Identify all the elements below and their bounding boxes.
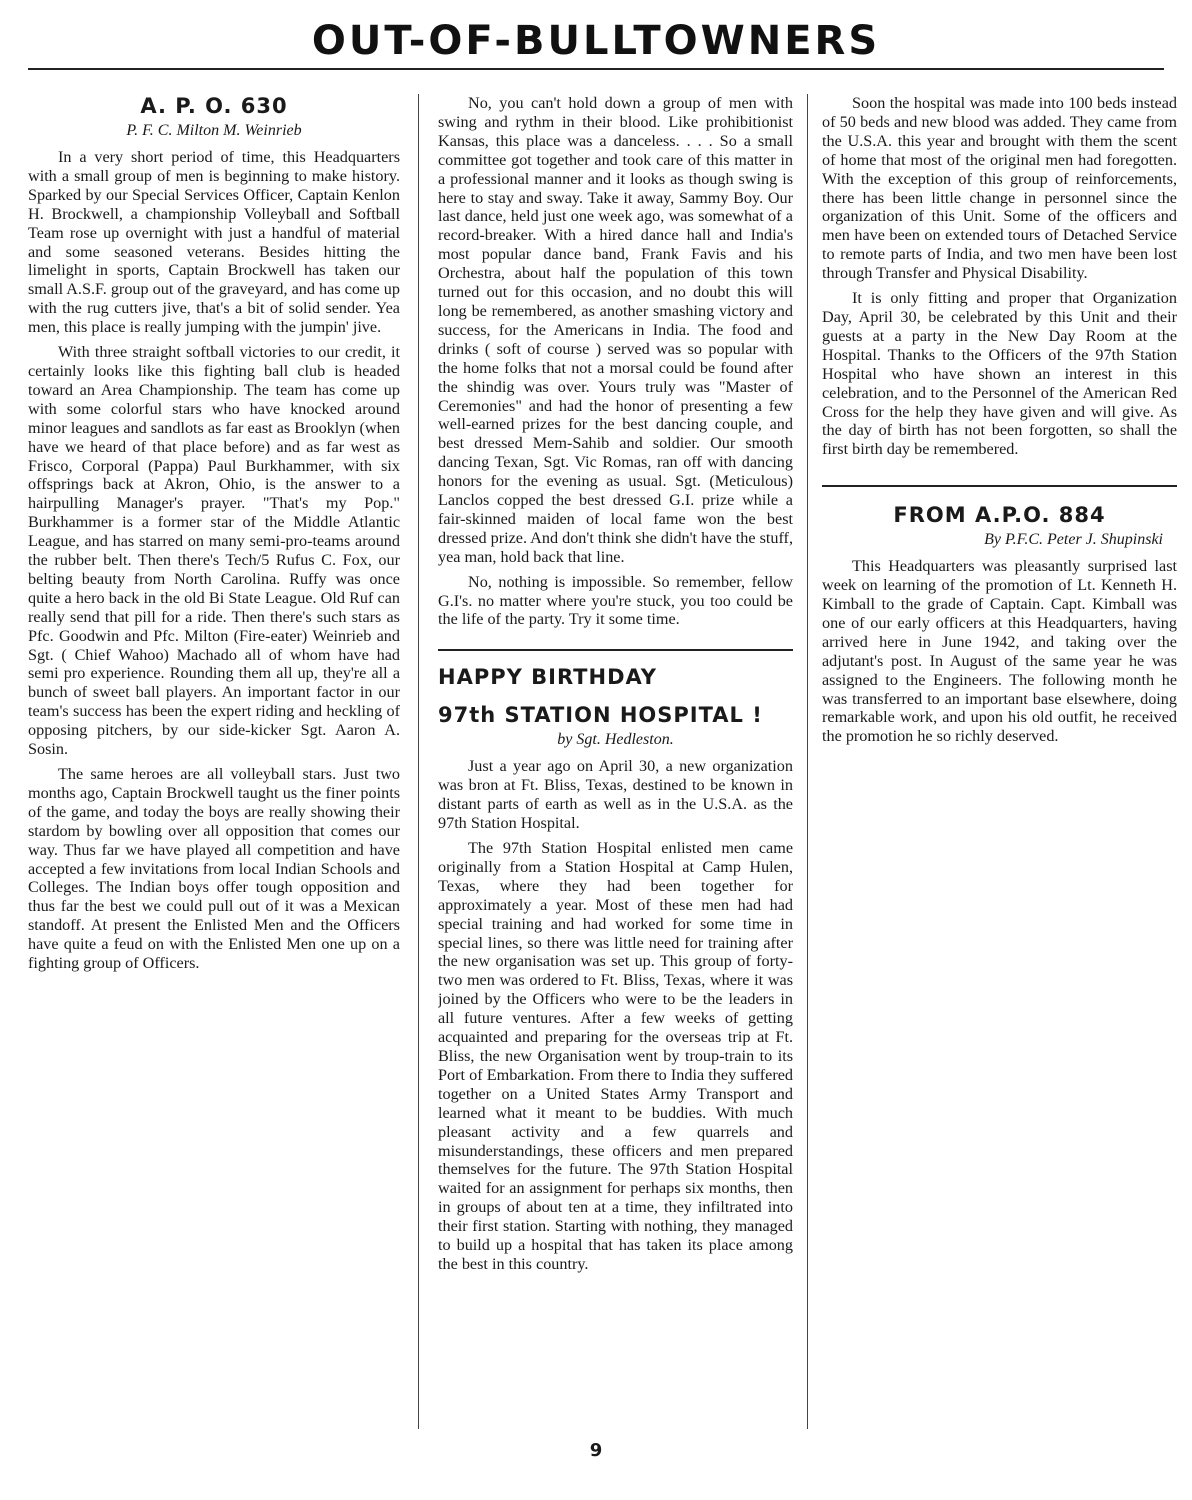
- paragraph: No, nothing is impossible. So remember, fellow G.I's. no matter where you're stuck, you too could be the life of the party. Try it some time.: [438, 572, 793, 629]
- paragraph: This Headquarters was pleasantly surprised last week on learning of the promotion of Lt. Kenneth H. Kimball to the grade of Captain. Capt. Kimball was one of our early officers at this Headquarters, having arrived here in June 1942, and taking over the adjutant's post. In August of the same year he was assigned to the Engineers. The following month he was transferred to an important base elsewhere, doing remarkable work, and upon his old outfit, he received the promotion he so richly deserved.: [822, 557, 1177, 746]
- byline-apo630: P. F. C. Milton M. Weinrieb: [126, 122, 302, 139]
- masthead: OUT-OF-BULLTOWNERS: [311, 18, 881, 64]
- article-title-apo884: FROM A.P.O. 884: [893, 503, 1106, 528]
- column-2: [438, 94, 793, 1439]
- column-1: [28, 90, 400, 1435]
- column-divider: [807, 94, 808, 1429]
- paragraph: Just a year ago on April 30, a new organization was bron at Ft. Bliss, Texas, destined to be known in distant parts of earth as well as in the U.S.A. as the 97th Station Hospital.: [438, 757, 793, 833]
- article-title-birthday-line1: HAPPY BIRTHDAY: [438, 665, 657, 690]
- paragraph: With three straight softball victories to our credit, it certainly looks like this fighting ball club is headed toward an Area Championship. The team has come up with some colorful stars who have knocked around minor leagues and sandlots as far east as Brooklyn (when have we heard of that place before) and as far west as Frisco, Corporal (Pappa) Paul Burkhammer, with six offsprings back at Akron, Ohio, is the answer to a hairpulling Manager's prayer. "That's my Pop." Burkhammer is a former star of the Middle Atlantic League, and has starred on many semi-pro-teams around the rubber belt. Then there's Tech/5 Rufus C. Fox, our belting beauty from North Carolina. Ruffy was once quite a hero back in the old Bi State League. Old Ruf can really send that pill for a ride. Then there's such stars as Pfc. Goodwin and Pfc. Milton (Fire-eater) Weinrieb and Sgt. ( Chief Wahoo) Machado all of whom have had semi pro experience. Rounding them all up, they're all a bunch of sweet ball players. An important factor in our team's success has been the expert riding and heckling of opposing pitchers, by our side-kicker Sgt. Aaron A. Sosin.: [28, 343, 400, 759]
- paragraph: It is only fitting and proper that Organization Day, April 30, be celebrated by this Unit and their guests at a party in the New Day Room at the Hospital. Thanks to the Officers of the 97th Station Hospital who have shown an interest in this celebration, and to the Personnel of the American Red Cross for the help they have given and will give. As the day of birth has not been forgotten, so shall the first birth day be remembered.: [822, 289, 1177, 459]
- column-3: [822, 94, 1177, 1439]
- masthead-rule: [28, 68, 1164, 70]
- section-rule: [822, 485, 1177, 487]
- article-title-apo630: A. P. O. 630: [140, 94, 288, 118]
- page-number: 9: [589, 1440, 603, 1461]
- paragraph: In a very short period of time, this Headquarters with a small group of men is beginning to make history. Sparked by our Special Services Officer, Captain Kenlon H. Brockwell, a championship Volleyball and Softball Team rose up overnight with just a handful of material and some seasoned veterans. Besides hitting the limelight in sports, Captain Brockwell has taken our small A.S.F. group out of the graveyard, and has come up with the rug cutters jive, that's a bit of solid sender. Yea men, this place is really jumping with the jumpin' jive.: [28, 148, 400, 337]
- article-title-birthday-line2: 97th STATION HOSPITAL !: [438, 703, 763, 728]
- byline-apo884: By P.F.C. Peter J. Shupinski: [984, 531, 1163, 549]
- paragraph: Soon the hospital was made into 100 beds instead of 50 beds and new blood was added. They came from the U.S.A. this year and brought with them the scent of home that most of the original men had foregotten. With the exception of this group of reinforcements, there has been little change in personnel since the organization of this Unit. Some of the officers and men have been on extended tours of Detached Service to remote parts of India, and two men have been lost through Transfer and Physical Disability.: [822, 94, 1177, 283]
- section-rule: [438, 649, 793, 651]
- column-divider: [418, 94, 419, 1429]
- paragraph: The same heroes are all volleyball stars. Just two months ago, Captain Brockwell taught us the finer points of the game, and today the boys are really showing their stardom by bowling over all opposition that comes our way. Thus far we have played all competition and have accepted a few invitations from local Indian Schools and Colleges. The Indian boys offer tough opposition and thus far the best we could pull out of it was a Mexican standoff. At present the Enlisted Men and the Officers have quite a feud on with the Enlisted Men one up on a fighting group of Officers.: [28, 765, 400, 973]
- paragraph: No, you can't hold down a group of men with swing and rythm in their blood. Like prohibitionist Kansas, this place was a danceless. . . . So a small committee got together and took care of this matter in a professional manner and it looks as though swing is here to stay and sway. Take it away, Sammy Boy. Our last dance, held just one week ago, was somewhat of a record-breaker. With a hired dance hall and India's most popular dance band, Frank Favis and his Orchestra, about half the population of this town turned out for this occasion, and no doubt this will long be remembered, as another smashing victory and success, for the Americans in India. The food and drinks ( soft of course ) served was so popular with the home folks that not a morsal could be found after the shindig was over. Yours truly was "Master of Ceremonies" and had the honor of presenting a few well-earned prizes for the best dancing couple, and best dressed Mem-Sahib and soldier. Our smooth dancing Texan, Sgt. Vic Romas, ran off with dancing honors for the evening as usual. Sgt. (Meticulous) Lanclos copped the best dressed G.I. prize while a fair-skinned maiden of local fame won the best dressed prize. And don't think she didn't have the stuff, yea man, hold back that line.: [438, 94, 793, 566]
- byline-birthday: by Sgt. Hedleston.: [557, 731, 674, 749]
- paragraph: The 97th Station Hospital enlisted men came originally from a Station Hospital at Camp Hulen, Texas, where they had been together for approximately a year. Most of these men had had special training and had worked for some time in special lines, so there was little need for training after the new organisation was set up. This group of forty-two men was ordered to Ft. Bliss, Texas, where it was joined by the Officers who were to be the leaders in all future ventures. After a few weeks of getting acquainted and preparing for the overseas trip at Ft. Bliss, the new Organisation went by troup-train to its Port of Embarkation. From there to India they suffered together on a United States Army Transport and learned what it meant to be buddies. With much pleasant activity and a few quarrels and misunderstandings, these officers and men prepared themselves for the future. The 97th Station Hospital waited for an assignment for perhaps six months, then in groups of about ten at a time, they infiltrated into their first station. Starting with nothing, they managed to build up a hospital that has taken its place among the best in this country.: [438, 839, 793, 1273]
